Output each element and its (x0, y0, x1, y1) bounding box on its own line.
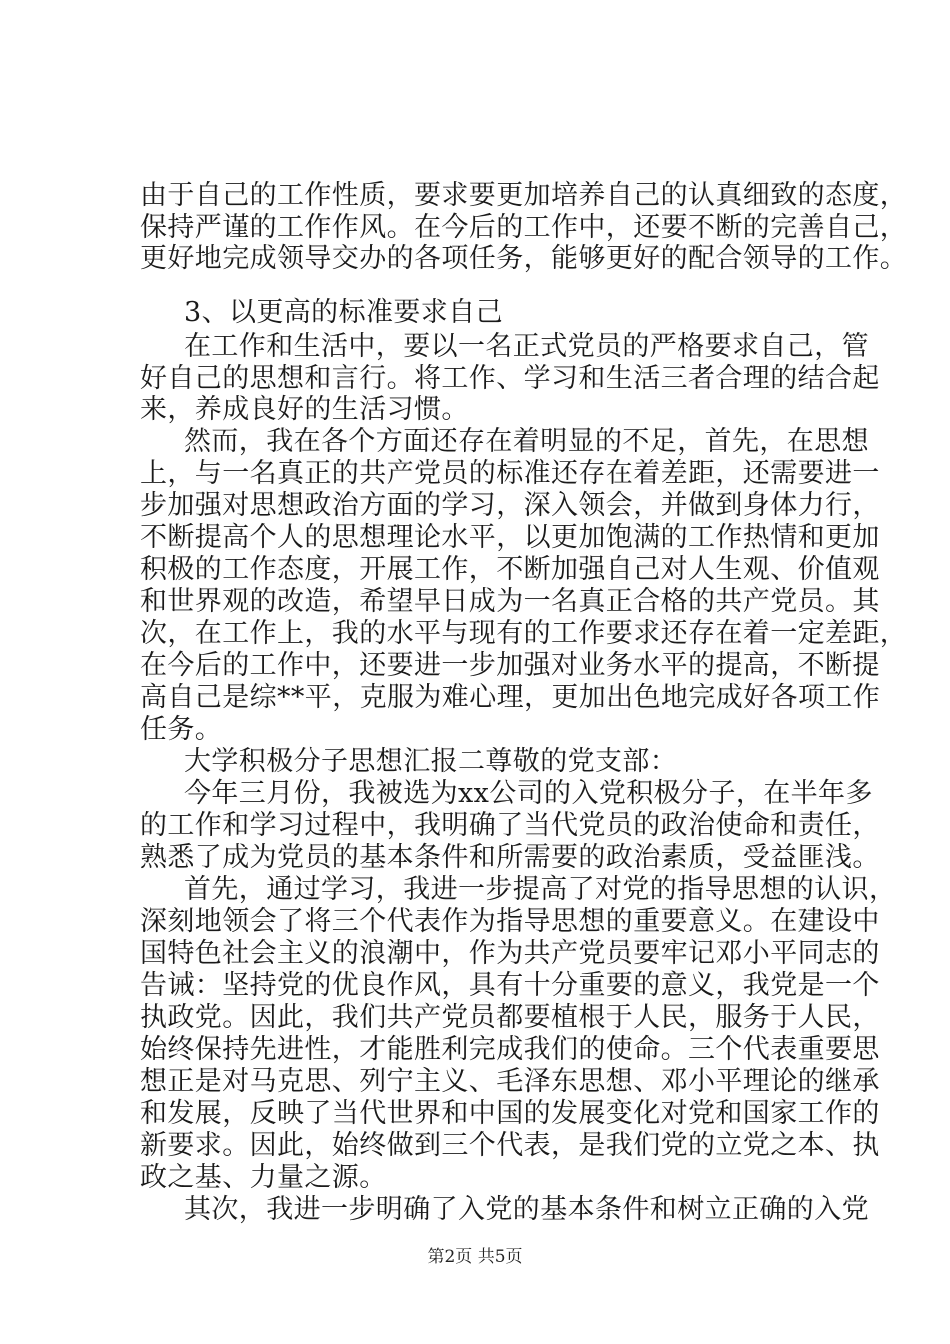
page-number-footer: 第2页 共5页 (427, 1247, 523, 1267)
text-line: 熟悉了成为党员的基本条件和所需要的政治素质，受益匪浅。 (140, 842, 880, 873)
text-line: 然而，我在各个方面还存在着明显的不足，首先，在思想 (184, 426, 869, 457)
text-line: 高自己是综**平，克服为难心理，更加出色地完成好各项工作 (140, 682, 881, 713)
text-line: 新要求。因此，始终做到三个代表，是我们党的立党之本、执 (140, 1130, 880, 1161)
text-line: 在工作和生活中，要以一名正式党员的严格要求自己，管 (184, 331, 869, 362)
text-line: 和发展，反映了当代世界和中国的发展变化对党和国家工作的 (140, 1098, 880, 1129)
text-line: 政之基、力量之源。 (140, 1162, 387, 1193)
text-line: 深刻地领会了将三个代表作为指导思想的重要意义。在建设中 (140, 906, 880, 937)
text-line: 好自己的思想和言行。将工作、学习和生活三者合理的结合起 (140, 363, 880, 394)
text-line: 次，在工作上，我的水平与现有的工作要求还存在着一定差距， (140, 618, 908, 649)
text-line: 其次，我进一步明确了入党的基本条件和树立正确的入党 (184, 1194, 869, 1225)
text-line: 今年三月份，我被选为xx公司的入党积极分子，在半年多 (184, 778, 873, 809)
text-line: 想正是对马克思、列宁主义、毛泽东思想、邓小平理论的继承 (140, 1066, 880, 1097)
text-line: 的工作和学习过程中，我明确了当代党员的政治使命和责任， (140, 810, 880, 841)
text-line: 更好地完成领导交办的各项任务，能够更好的配合领导的工作。 (140, 243, 908, 274)
text-line: 由于自己的工作性质，要求要更加培养自己的认真细致的态度， (140, 180, 908, 211)
text-line: 在今后的工作中，还要进一步加强对业务水平的提高，不断提 (140, 650, 880, 681)
text-line: 始终保持先进性，才能胜利完成我们的使命。三个代表重要思 (140, 1034, 880, 1065)
text-line: 任务。 (140, 714, 223, 745)
text-line: 步加强对思想政治方面的学习，深入领会，并做到身体力行， (140, 490, 880, 521)
section-heading: 3、以更高的标准要求自己 (184, 297, 503, 328)
text-line: 国特色社会主义的浪潮中，作为共产党员要牢记邓小平同志的 (140, 938, 880, 969)
text-line: 和世界观的改造，希望早日成为一名真正合格的共产党员。其 (140, 586, 880, 617)
text-line: 上，与一名真正的共产党员的标准还存在着差距，还需要进一 (140, 458, 880, 489)
text-line: 执政党。因此，我们共产党员都要植根于人民，服务于人民， (140, 1002, 880, 1033)
text-line: 告诫：坚持党的优良作风，具有十分重要的意义，我党是一个 (140, 970, 880, 1001)
text-line: 积极的工作态度，开展工作，不断加强自己对人生观、价值观 (140, 554, 880, 585)
text-line: 来，养成良好的生活习惯。 (140, 394, 469, 425)
text-line: 首先，通过学习，我进一步提高了对党的指导思想的认识， (184, 874, 897, 905)
text-line: 不断提高个人的思想理论水平，以更加饱满的工作热情和更加 (140, 522, 880, 553)
text-line: 大学积极分子思想汇报二尊敬的党支部： (184, 746, 678, 777)
text-line: 保持严谨的工作作风。在今后的工作中，还要不断的完善自己， (140, 212, 908, 243)
